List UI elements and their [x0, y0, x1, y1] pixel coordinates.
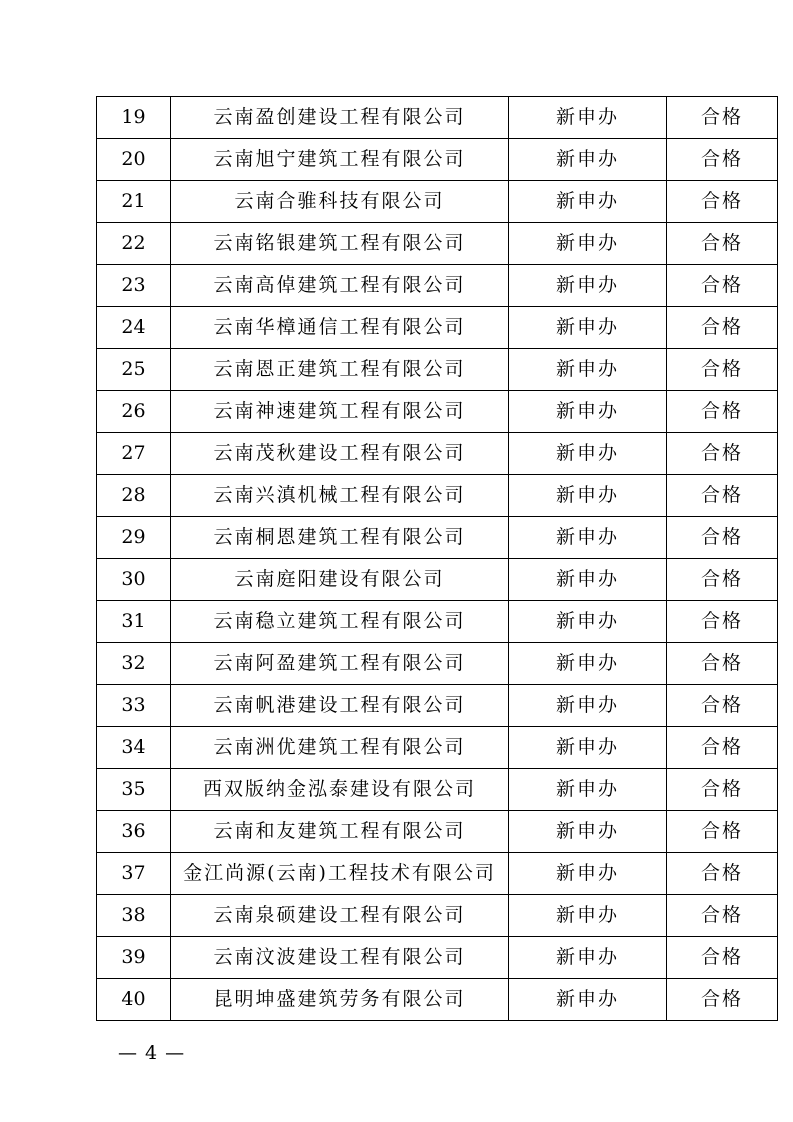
row-number: 21 — [97, 181, 171, 223]
application-type: 新申办 — [509, 517, 667, 559]
company-name: 云南帆港建设工程有限公司 — [171, 685, 509, 727]
table-row — [97, 979, 778, 1021]
application-type: 新申办 — [509, 433, 667, 475]
results-table-container — [96, 96, 777, 1021]
row-number: 22 — [97, 223, 171, 265]
row-number: 40 — [97, 979, 171, 1021]
company-name: 云南茂秋建设工程有限公司 — [171, 433, 509, 475]
company-name: 云南神速建筑工程有限公司 — [171, 391, 509, 433]
table-row — [97, 349, 778, 391]
review-result: 合格 — [667, 811, 778, 853]
application-type: 新申办 — [509, 769, 667, 811]
table-row — [97, 223, 778, 265]
table-row — [97, 517, 778, 559]
row-number: 25 — [97, 349, 171, 391]
company-name: 云南洲优建筑工程有限公司 — [171, 727, 509, 769]
qualification-results-table — [96, 96, 778, 1021]
company-name: 云南兴滇机械工程有限公司 — [171, 475, 509, 517]
application-type: 新申办 — [509, 223, 667, 265]
review-result: 合格 — [667, 937, 778, 979]
review-result: 合格 — [667, 97, 778, 139]
review-result: 合格 — [667, 853, 778, 895]
row-number: 19 — [97, 97, 171, 139]
application-type: 新申办 — [509, 643, 667, 685]
row-number: 35 — [97, 769, 171, 811]
application-type: 新申办 — [509, 685, 667, 727]
review-result: 合格 — [667, 727, 778, 769]
table-row — [97, 853, 778, 895]
table-row — [97, 307, 778, 349]
company-name: 西双版纳金泓泰建设有限公司 — [171, 769, 509, 811]
page-number: — 4 — — [118, 1042, 186, 1064]
company-name: 云南阿盈建筑工程有限公司 — [171, 643, 509, 685]
application-type: 新申办 — [509, 853, 667, 895]
application-type: 新申办 — [509, 895, 667, 937]
table-row — [97, 391, 778, 433]
table-row — [97, 181, 778, 223]
review-result: 合格 — [667, 769, 778, 811]
application-type: 新申办 — [509, 811, 667, 853]
review-result: 合格 — [667, 895, 778, 937]
review-result: 合格 — [667, 391, 778, 433]
table-row — [97, 433, 778, 475]
application-type: 新申办 — [509, 139, 667, 181]
application-type: 新申办 — [509, 391, 667, 433]
company-name: 云南高倬建筑工程有限公司 — [171, 265, 509, 307]
review-result: 合格 — [667, 979, 778, 1021]
table-row — [97, 475, 778, 517]
row-number: 34 — [97, 727, 171, 769]
row-number: 20 — [97, 139, 171, 181]
table-body — [97, 97, 778, 1021]
company-name: 云南恩正建筑工程有限公司 — [171, 349, 509, 391]
review-result: 合格 — [667, 307, 778, 349]
application-type: 新申办 — [509, 181, 667, 223]
company-name: 云南汶波建设工程有限公司 — [171, 937, 509, 979]
row-number: 38 — [97, 895, 171, 937]
row-number: 31 — [97, 601, 171, 643]
review-result: 合格 — [667, 475, 778, 517]
review-result: 合格 — [667, 601, 778, 643]
table-row — [97, 895, 778, 937]
table-row — [97, 727, 778, 769]
row-number: 30 — [97, 559, 171, 601]
company-name: 云南稳立建筑工程有限公司 — [171, 601, 509, 643]
company-name: 云南铭银建筑工程有限公司 — [171, 223, 509, 265]
company-name: 云南盈创建设工程有限公司 — [171, 97, 509, 139]
application-type: 新申办 — [509, 265, 667, 307]
table-row — [97, 685, 778, 727]
company-name: 云南桐恩建筑工程有限公司 — [171, 517, 509, 559]
review-result: 合格 — [667, 349, 778, 391]
table-row — [97, 937, 778, 979]
row-number: 24 — [97, 307, 171, 349]
application-type: 新申办 — [509, 979, 667, 1021]
review-result: 合格 — [667, 559, 778, 601]
table-row — [97, 769, 778, 811]
row-number: 33 — [97, 685, 171, 727]
row-number: 37 — [97, 853, 171, 895]
application-type: 新申办 — [509, 307, 667, 349]
company-name: 云南庭阳建设有限公司 — [171, 559, 509, 601]
row-number: 26 — [97, 391, 171, 433]
company-name: 云南合骓科技有限公司 — [171, 181, 509, 223]
application-type: 新申办 — [509, 727, 667, 769]
table-row — [97, 139, 778, 181]
review-result: 合格 — [667, 433, 778, 475]
company-name: 云南华樟通信工程有限公司 — [171, 307, 509, 349]
application-type: 新申办 — [509, 559, 667, 601]
application-type: 新申办 — [509, 349, 667, 391]
row-number: 23 — [97, 265, 171, 307]
review-result: 合格 — [667, 685, 778, 727]
review-result: 合格 — [667, 223, 778, 265]
review-result: 合格 — [667, 139, 778, 181]
company-name: 昆明坤盛建筑劳务有限公司 — [171, 979, 509, 1021]
table-row — [97, 97, 778, 139]
review-result: 合格 — [667, 265, 778, 307]
application-type: 新申办 — [509, 475, 667, 517]
row-number: 27 — [97, 433, 171, 475]
application-type: 新申办 — [509, 97, 667, 139]
application-type: 新申办 — [509, 937, 667, 979]
table-row — [97, 601, 778, 643]
table-row — [97, 265, 778, 307]
row-number: 29 — [97, 517, 171, 559]
company-name: 云南旭宁建筑工程有限公司 — [171, 139, 509, 181]
table-row — [97, 559, 778, 601]
table-row — [97, 643, 778, 685]
table-row — [97, 811, 778, 853]
company-name: 金江尚源(云南)工程技术有限公司 — [171, 853, 509, 895]
row-number: 36 — [97, 811, 171, 853]
application-type: 新申办 — [509, 601, 667, 643]
row-number: 28 — [97, 475, 171, 517]
company-name: 云南和友建筑工程有限公司 — [171, 811, 509, 853]
review-result: 合格 — [667, 181, 778, 223]
review-result: 合格 — [667, 643, 778, 685]
company-name: 云南泉硕建设工程有限公司 — [171, 895, 509, 937]
row-number: 39 — [97, 937, 171, 979]
review-result: 合格 — [667, 517, 778, 559]
row-number: 32 — [97, 643, 171, 685]
